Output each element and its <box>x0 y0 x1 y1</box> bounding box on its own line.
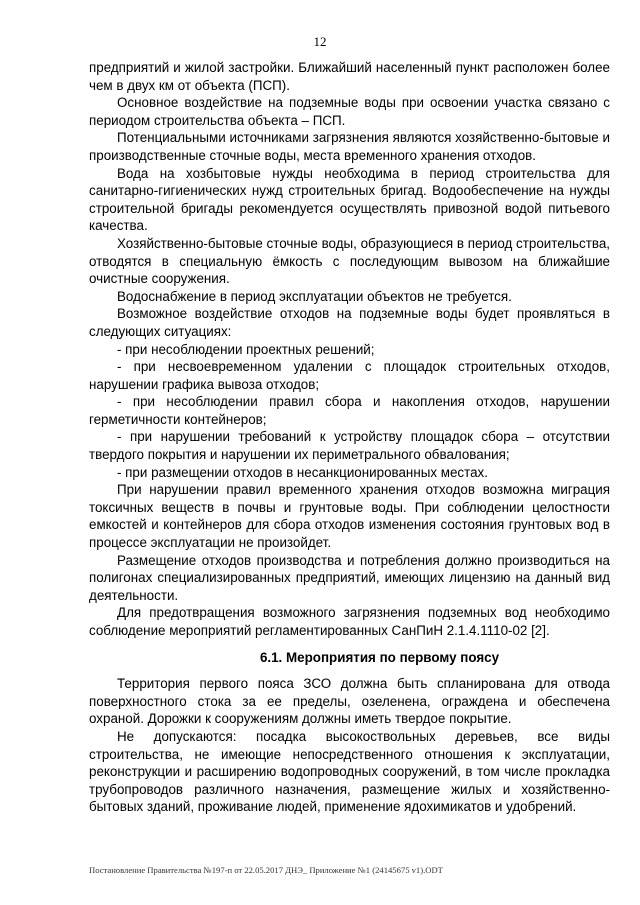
paragraphs-before <box>89 59 610 640</box>
paragraph: Размещение отходов производства и потребления должно производиться на полигонах специализированных предприятий, имеющих лицензию на данный вид деятельности. <box>89 552 610 603</box>
paragraph: - при несоблюдении правил сбора и накопления отходов, нарушении герметичности контейнеров; <box>89 394 610 427</box>
paragraph: Водоснабжение в период эксплуатации объектов не требуется. <box>117 288 512 304</box>
document-body <box>89 59 610 816</box>
page-number: 12 <box>313 34 327 49</box>
paragraph: Хозяйственно-бытовые сточные воды, образующиеся в период строительства, отводятся в специальную ёмкость с последующим вывозом на ближайшие очистные сооружения. <box>89 235 610 287</box>
paragraph: - при нарушении требований к устройству площадок сбора – отсутствии твердого покрытия и нарушении их периметрального обвалования; <box>89 429 610 463</box>
document-footer: Постановление Правительства №197-п от 22.05.2017 ДНЭ_ Приложение №1 (24145675 v1).ODT <box>89 865 443 875</box>
paragraph: предприятий и жилой застройки. Ближайший населенный пункт расположен более чем в двух км от объекта (ПСП). <box>89 60 610 93</box>
paragraph: Для предотвращения возможного загрязнения подземных вод необходимо соблюдение мероприятий регламентированных СанПиН 2.1.4.1110-02 [2]. <box>89 605 610 638</box>
section-heading: 6.1. Мероприятия по первому поясу <box>259 649 500 665</box>
paragraph: - при размещении отходов в несанкционированных местах. <box>117 464 488 480</box>
paragraph: Вода на хозбытовые нужды необходима в период строительства для санитарно-гигиенических нужд строительных бригад. Водообеспечение на нужды строительной бригады рекомендуется осуществлять привозной водой питьевого качества. <box>89 165 610 234</box>
paragraph: Потенциальными источниками загрязнения являются хозяйственно-бытовые и производственные сточные воды, места временного хранения отходов. <box>89 130 610 163</box>
paragraph: Территория первого пояса ЗСО должна быть спланирована для отвода поверхностного стока за ее пределы, озеленена, ограждена и обеспечена охраной. Дорожки к сооружениям должны иметь твердое покрытие. <box>89 676 610 727</box>
paragraph: - при несоблюдении проектных решений; <box>117 341 375 357</box>
paragraph: Возможное воздействие отходов на подземные воды будет проявляться в следующих ситуациях: <box>89 306 610 339</box>
paragraph: Не допускаются: посадка высокоствольных деревьев, все виды строительства, не имеющие непосредственного отношения к эксплуатации, реконструкции и расширению водопроводных сооружений, в том числе прокладка трубопроводов различного назначения, размещение жилых и хозяйственно-бытовых зданий, проживание людей, применение ядохимикатов и удобрений. <box>89 728 610 815</box>
paragraph: Основное воздействие на подземные воды при освоении участка связано с периодом строительства объекта – ПСП. <box>89 95 610 128</box>
paragraphs-after <box>89 675 610 816</box>
paragraph: При нарушении правил временного хранения отходов возможна миграция токсичных веществ в почвы и грунтовые воды. При соблюдении целостности емкостей и контейнеров для сбора отходов изменения состояния грунтовых вод в процессе эксплуатации не произойдет. <box>89 482 610 551</box>
paragraph: - при несвоевременном удалении с площадок строительных отходов, нарушении графика вывоза отходов; <box>89 359 610 392</box>
